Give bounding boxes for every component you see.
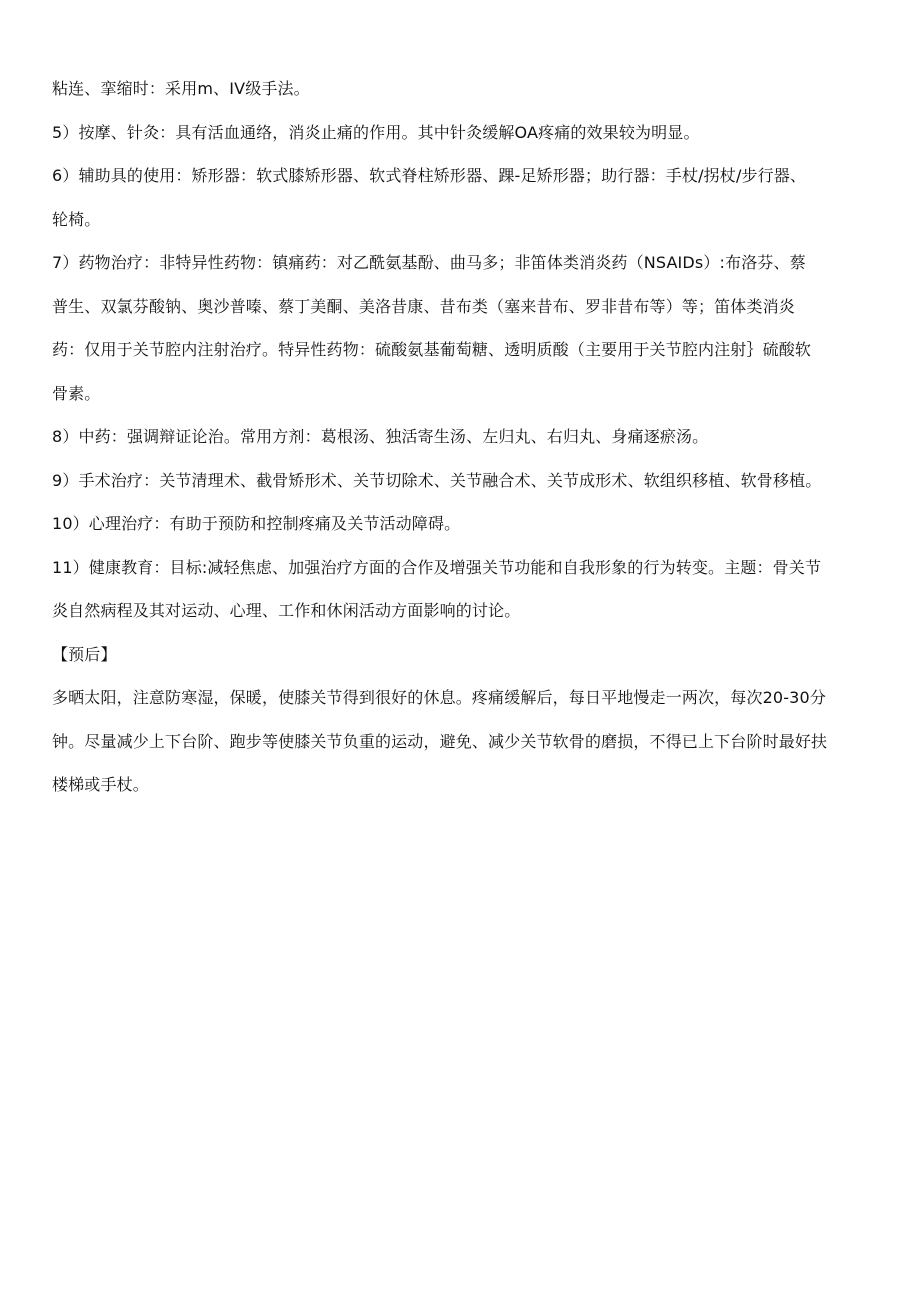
text-line: 8）中药：强调辩证论治。常用方剂：葛根汤、独活寄生汤、左归丸、右归丸、身痛逐瘀汤。 — [52, 427, 709, 446]
text-line: 7）药物治疗：非特异性药物：镇痛药：对乙酰氨基酚、曲马多；非笛体类消炎药（NSAIDs）:布洛芬、蔡 — [52, 253, 806, 272]
text-line: 11）健康教育：目标:减轻焦虑、加强治疗方面的合作及增强关节功能和自我形象的行为转变。主题：骨关节 — [52, 557, 822, 577]
text-line: 药：仅用于关节腔内注射治疗。特异性药物：硫酸氨基葡萄糖、透明质酸（主要用于关节腔内注射｝硫酸软 — [52, 340, 812, 359]
text-line: 骨素。 — [52, 383, 101, 403]
text-line: 楼梯或手杖。 — [52, 775, 149, 794]
text-line: 10）心理治疗：有助于预防和控制疼痛及关节活动障碍。 — [52, 514, 461, 533]
text-line: 炎自然病程及其对运动、心理、工作和休闲活动方面影响的讨论。 — [52, 601, 521, 620]
text-line: 6）辅助具的使用：矫形器：软式膝矫形器、软式脊柱矫形器、踝-足矫形器；助行器：手杖/拐杖/步行器、 — [52, 166, 807, 185]
text-line: 9）手术治疗：关节清理术、截骨矫形术、关节切除术、关节融合术、关节成形术、软组织移植、软骨移植。 — [52, 470, 822, 490]
section-heading: 【预后】 — [52, 644, 117, 664]
text-line: 多晒太阳，注意防寒湿，保暖，使膝关节得到很好的休息。疼痛缓解后，每日平地慢走一两次，每次20-30分 — [52, 688, 826, 707]
text-line: 5）按摩、针灸：具有活血通络，消炎止痛的作用。其中针灸缓解OA疼痛的效果较为明显。 — [52, 122, 700, 142]
text-line: 轮椅。 — [52, 209, 101, 229]
text-line: 粘连、挛缩时：采用m、IV级手法。 — [52, 79, 310, 98]
text-line: 普生、双氯芬酸钠、奥沙普嗪、蔡丁美酮、美洛昔康、昔布类（塞来昔布、罗非昔布等）等；笛体类消炎 — [52, 296, 795, 316]
text-line: 钟。尽量减少上下台阶、跑步等使膝关节负重的运动，避免、减少关节软骨的磨损，不得已上下台阶时最好扶 — [52, 731, 828, 751]
